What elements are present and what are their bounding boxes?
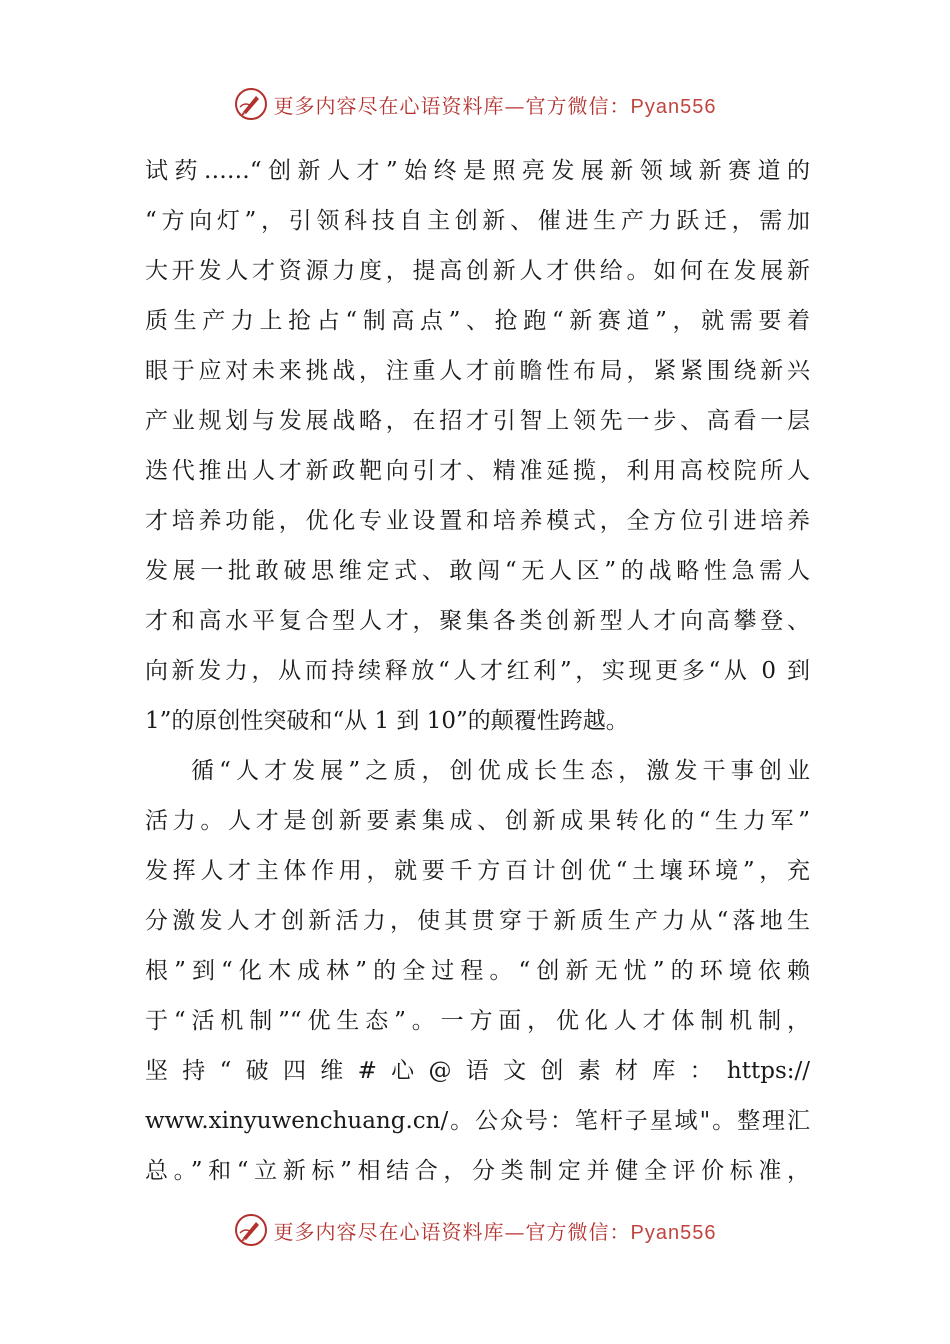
text-line: 根”到“化木成林”的全过程。“创新无忧”的环境依赖 bbox=[145, 958, 810, 984]
text-line: 循“人才发展”之质，创优成长生态，激发干事创业 bbox=[191, 758, 810, 784]
text-line: 活力。人才是创新要素集成、创新成果转化的“生力军” bbox=[145, 808, 810, 834]
text-line: 产业规划与发展战略，在招才引智上领先一步、高看一层 bbox=[145, 408, 810, 434]
footer-wechat-id: Pyan556 bbox=[630, 1221, 717, 1244]
text-line: 坚持“破四维#心@语文创素材库：https:// bbox=[145, 1058, 810, 1084]
footer-banner-text: 更多内容尽在心语资料库—官方微信：Pyan556 bbox=[273, 1219, 717, 1244]
text-line: 发展一批敢破思维定式、敢闯“无人区”的战略性急需人 bbox=[145, 558, 810, 584]
text-line: 质生产力上抢占“制高点”、抢跑“新赛道”，就需要着 bbox=[145, 308, 810, 334]
document-body bbox=[145, 146, 810, 1196]
text-line: 1”的原创性突破和“从 1 到 10”的颠覆性跨越。 bbox=[145, 708, 629, 734]
header-banner bbox=[0, 84, 950, 124]
text-line: www.xinyuwenchuang.cn/。公众号：笔杆子星域"。整理汇 bbox=[145, 1108, 810, 1134]
text-line: 向新发力，从而持续释放“人才红利”，实现更多“从 0 到 bbox=[145, 658, 810, 684]
header-wechat-id: Pyan556 bbox=[630, 95, 717, 118]
text-line: 分激发人才创新活力，使其贯穿于新质生产力从“落地生 bbox=[145, 908, 810, 934]
text-line: 试药……“创新人才”始终是照亮发展新领域新赛道的 bbox=[145, 158, 810, 184]
text-line: 迭代推出人才新政靶向引才、精准延揽，利用高校院所人 bbox=[145, 458, 810, 484]
text-line: 发挥人才主体作用，就要千方百计创优“土壤环境”，充 bbox=[145, 858, 810, 884]
text-line: “方向灯”，引领科技自主创新、催进生产力跃迁，需加 bbox=[145, 208, 810, 234]
text-line: 总。”和“立新标”相结合，分类制定并健全评价标准， bbox=[145, 1158, 810, 1184]
text-line: 才培养功能，优化专业设置和培养模式，全方位引进培养 bbox=[145, 508, 810, 534]
text-line: 大开发人才资源力度，提高创新人才供给。如何在发展新 bbox=[145, 258, 810, 284]
pen-logo-icon bbox=[234, 87, 268, 121]
header-banner-text: 更多内容尽在心语资料库—官方微信：Pyan556 bbox=[273, 93, 717, 118]
footer-banner bbox=[0, 1210, 950, 1250]
text-line: 才和高水平复合型人才，聚集各类创新型人才向高攀登、 bbox=[145, 608, 810, 634]
pen-logo-icon bbox=[234, 1213, 268, 1247]
text-line: 眼于应对未来挑战，注重人才前瞻性布局，紧紧围绕新兴 bbox=[145, 358, 810, 384]
text-line: 于“活机制”“优生态”。一方面，优化人才体制机制， bbox=[145, 1008, 810, 1034]
